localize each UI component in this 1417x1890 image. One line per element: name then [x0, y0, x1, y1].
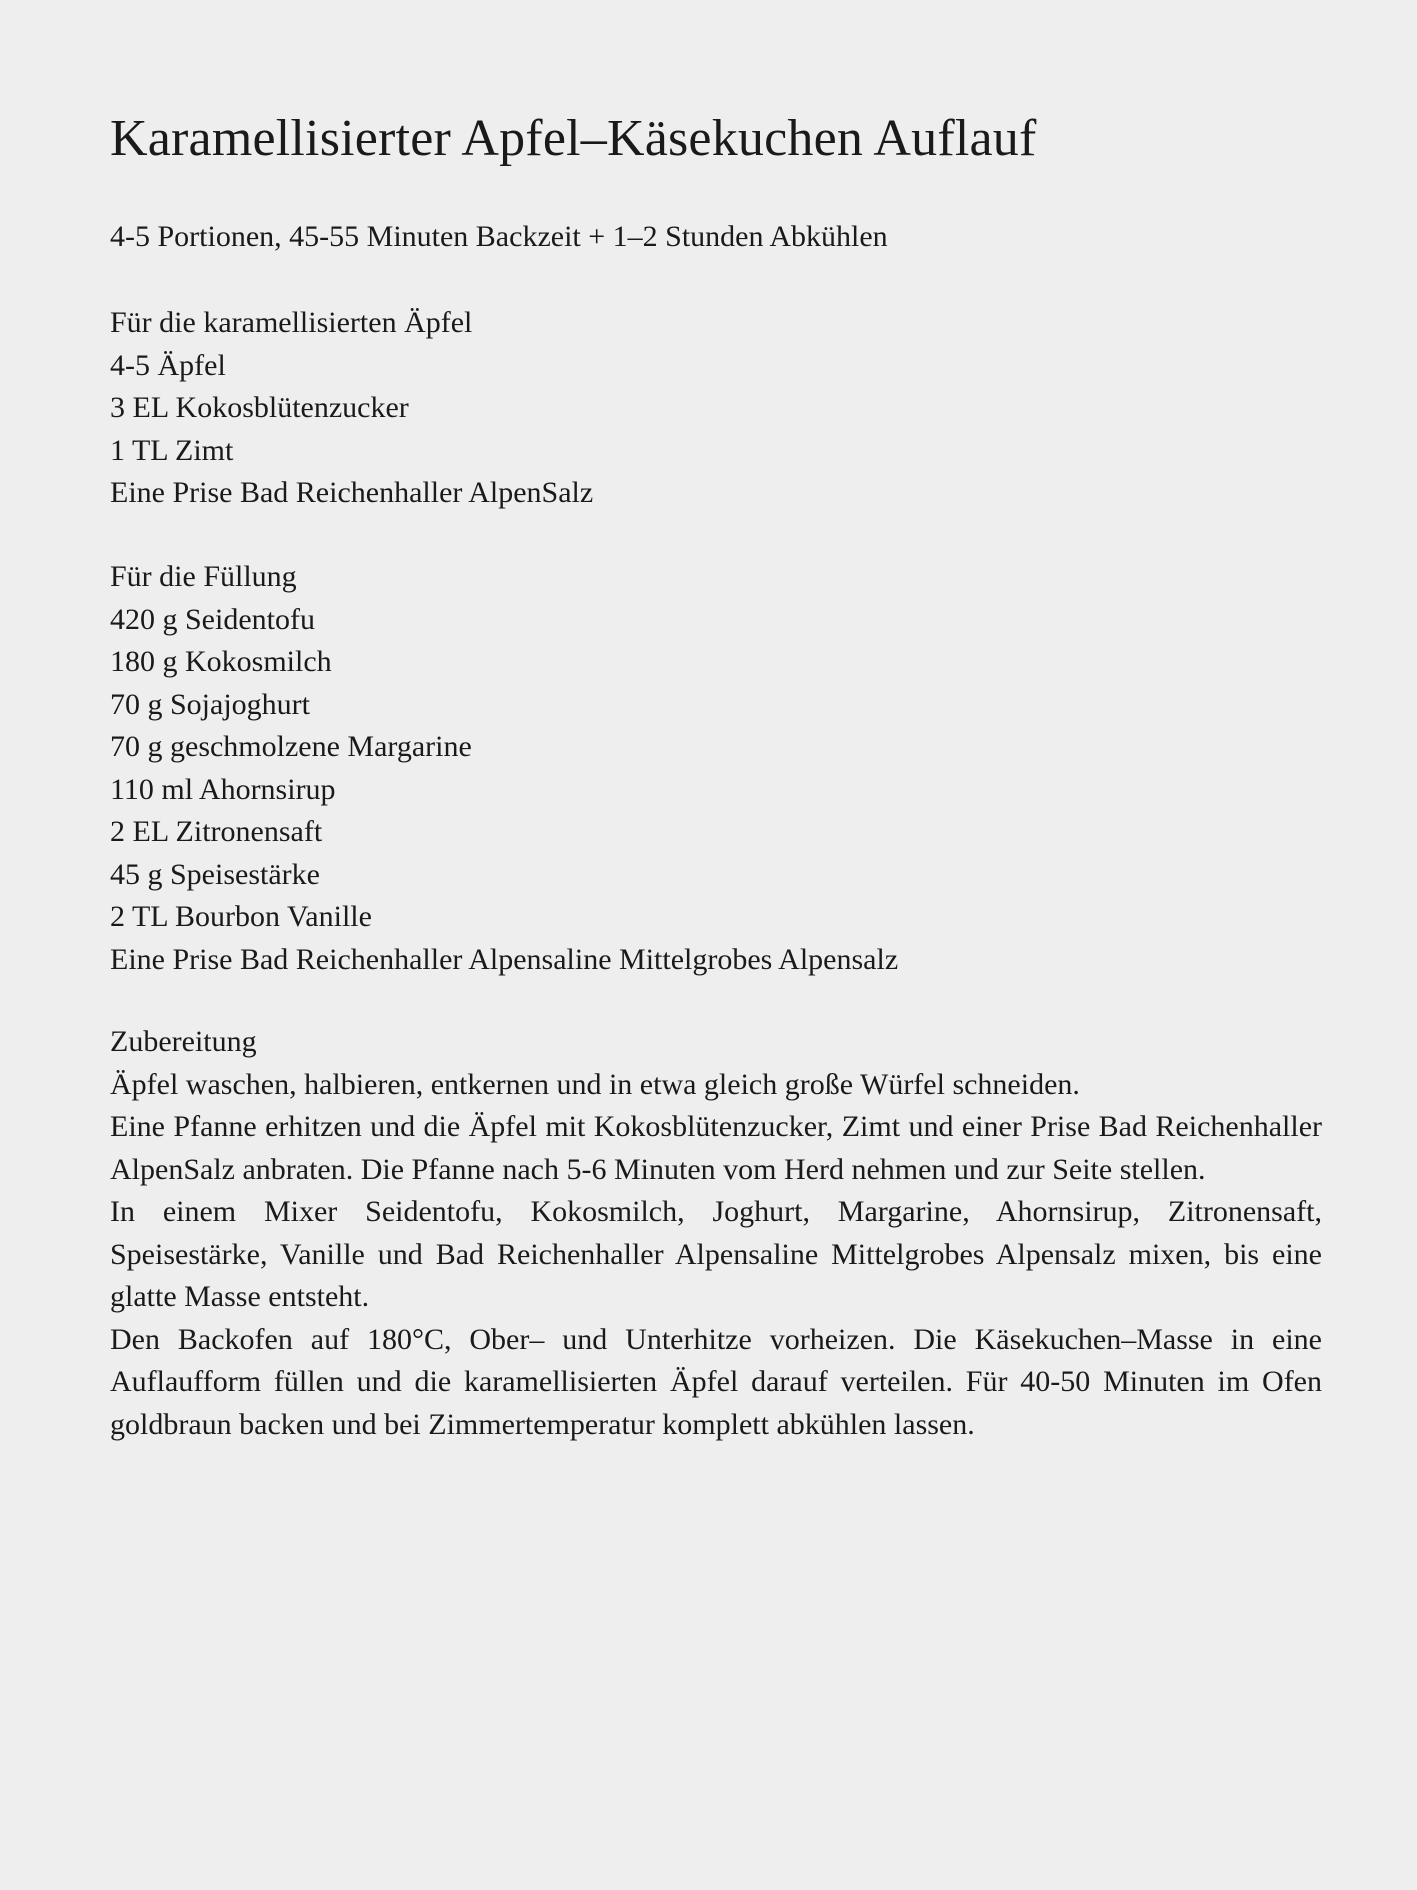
apples-section — [110, 302, 1330, 515]
apples-heading: Für die karamellisierten Äpfel — [110, 306, 473, 339]
ingredient-item: 2 TL Bourbon Vanille — [110, 900, 372, 933]
preparation-step: Äpfel waschen, halbieren, entkernen und in etwa gleich große Würfel schneiden. — [110, 1067, 1080, 1101]
preparation-step: Eine Pfanne erhitzen und die Äpfel mit Kokosblütenzucker, Zimt und einer Prise Bad Reichenhaller AlpenSalz anbraten. Die Pfanne nach 5-6 Minuten vom Herd nehmen und zur Seite stellen. — [110, 1110, 1322, 1186]
ingredient-item: 4-5 Äpfel — [110, 348, 226, 382]
ingredient-item: 180 g Kokosmilch — [110, 645, 332, 678]
preparation-step: Den Backofen auf 180°C, Ober– und Unterhitze vorheizen. Die Käsekuchen–Masse in eine Auflaufform füllen und die karamellisierten Äpfel darauf verteilen. Für 40-50 Minuten im Ofen goldbraun backen und bei Zimmertemperatur komplett abkühlen lassen. — [110, 1322, 1322, 1441]
filling-section — [110, 556, 1330, 981]
ingredient-item: 3 EL Kokosblütenzucker — [110, 391, 409, 424]
ingredient-item: 70 g geschmolzene Margarine — [110, 730, 472, 763]
ingredient-item: 420 g Seidentofu — [110, 602, 315, 636]
ingredient-item: Eine Prise Bad Reichenhaller AlpenSalz — [110, 476, 594, 509]
recipe-subtitle: 4-5 Portionen, 45-55 Minuten Backzeit + 1–2 Stunden Abkühlen — [110, 220, 888, 253]
page-title: Karamellisierter Apfel–Käsekuchen Auflauf — [110, 110, 1037, 167]
ingredient-item: Eine Prise Bad Reichenhaller Alpensaline Mittelgrobes Alpensalz — [110, 942, 899, 976]
ingredient-item: 2 EL Zitronensaft — [110, 815, 323, 848]
ingredient-item: 110 ml Ahornsirup — [110, 772, 336, 806]
ingredient-item: 1 TL Zimt — [110, 433, 234, 467]
preparation-section — [110, 1021, 1330, 1446]
ingredient-item: 45 g Speisestärke — [110, 857, 320, 891]
preparation-heading: Zubereitung — [110, 1025, 257, 1058]
preparation-step: In einem Mixer Seidentofu, Kokosmilch, Joghurt, Margarine, Ahornsirup, Zitronensaft, Speisestärke, Vanille und Bad Reichenhaller Alpensaline Mittelgrobes Alpensalz mixen, bis eine glatte Masse entsteht. — [110, 1195, 1322, 1313]
filling-heading: Für die Füllung — [110, 560, 297, 593]
ingredient-item: 70 g Sojajoghurt — [110, 687, 310, 721]
